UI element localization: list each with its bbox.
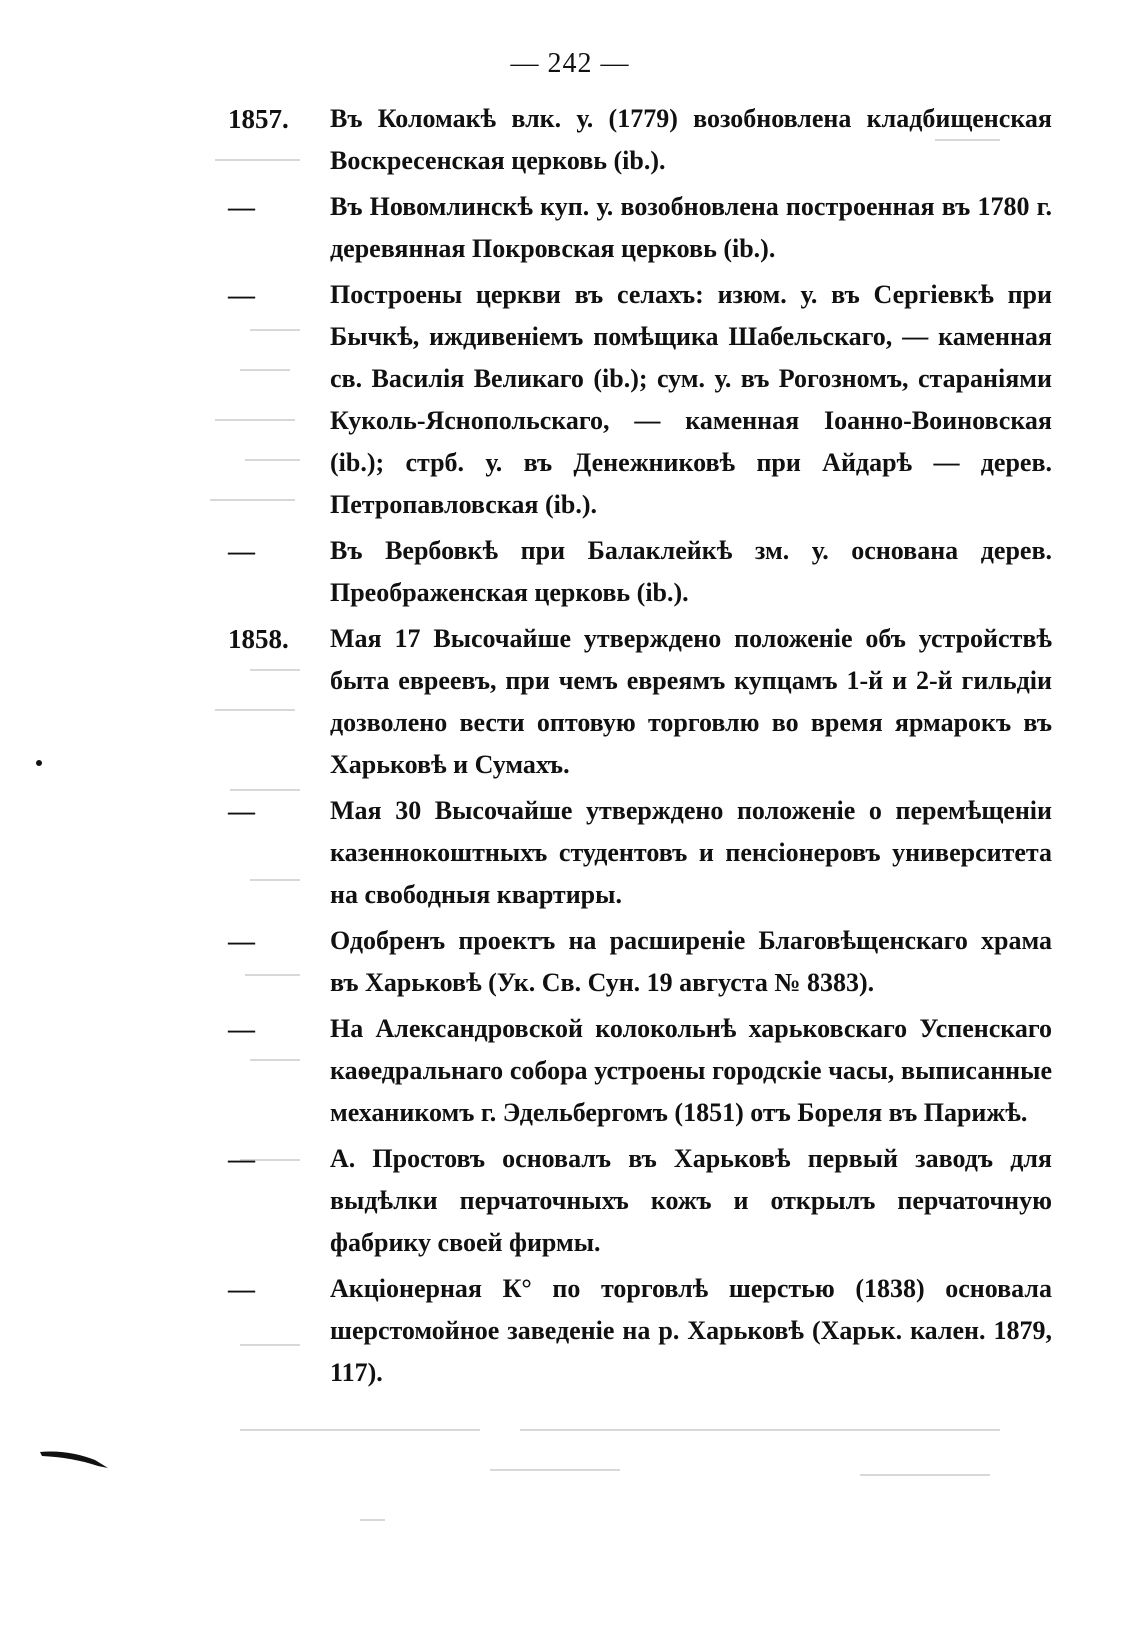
entry-text: Въ Коломакѣ влк. у. (1779) возобновлена кладбищенская Воскресенская церковь (ib.). — [330, 104, 1052, 175]
entry-year: 1857. — [228, 104, 289, 134]
chronicle-entry — [0, 1138, 1140, 1264]
entry-text: Въ Вербовкѣ при Балаклейкѣ зм. у. основана дерев. Преображенская церковь (ib.). — [330, 536, 1052, 607]
entry-dash: — — [228, 1274, 255, 1304]
chronicle-entry — [0, 790, 1140, 916]
entry-dash: — — [228, 926, 255, 956]
entry-dash: — — [228, 280, 255, 310]
entry-text: Мая 30 Высочайше утверждено положеніе о перемѣщеніи казеннокоштныхъ студентовъ и пенсіонеровъ университета на свободныя квартиры. — [330, 796, 1052, 909]
entry-dash: — — [228, 1014, 255, 1044]
entry-dash: — — [228, 796, 255, 826]
chronicle-entry — [0, 274, 1140, 526]
entry-dash: — — [228, 1144, 255, 1174]
chronicle-entries — [0, 98, 1140, 1398]
entry-text: Мая 17 Высочайше утверждено положеніе объ устройствѣ быта евреевъ, при чемъ евреямъ купцамъ 1-й и 2-й гильдіи дозволено вести оптовую торговлю во время ярмарокъ въ Харьковѣ и Сумахъ. — [330, 624, 1052, 779]
chronicle-entry — [0, 186, 1140, 270]
entry-text: Одобренъ проектъ на расширеніе Благовѣщенскаго храма въ Харьковѣ (Ук. Св. Сун. 19 августа № 8383). — [330, 926, 1052, 997]
chronicle-entry — [0, 618, 1140, 786]
entry-year: 1858. — [228, 624, 289, 654]
chronicle-entry — [0, 920, 1140, 1004]
chronicle-entry — [0, 98, 1140, 182]
entry-text: Въ Новомлинскѣ куп. у. возобновлена построенная въ 1780 г. деревянная Покровская церковь (ib.). — [330, 192, 1052, 263]
ink-smudge-mark — [40, 1448, 110, 1470]
page-number: — 242 — — [510, 48, 630, 79]
entry-text: А. Простовъ основалъ въ Харьковѣ первый заводъ для выдѣлки перчаточныхъ кожъ и открылъ перчаточную фабрику своей фирмы. — [330, 1144, 1052, 1257]
entry-text: Построены церкви въ селахъ: изюм. у. въ Сергіевкѣ при Бычкѣ, иждивеніемъ помѣщика Шабельскаго, — каменная св. Василія Великаго (ib.); сум. у. въ Рогозномъ, стараніями Куколь-Яснопольскаго, — каменная Іоанно-Воиновская (ib.); стрб. у. въ Денежниковѣ при Айдарѣ — дерев. Петропавловская (ib.). — [330, 280, 1052, 519]
chronicle-entry — [0, 530, 1140, 614]
entry-text: Акціонерная К° по торговлѣ шерстью (1838) основала шерстомойное заведеніе на р. Харьковѣ (Харьк. кален. 1879, 117). — [330, 1274, 1052, 1387]
entry-dash: — — [228, 192, 255, 222]
chronicle-entry — [0, 1008, 1140, 1134]
chronicle-entry — [0, 1268, 1140, 1394]
entry-dash: — — [228, 536, 255, 566]
entry-text: На Александровской колокольнѣ харьковскаго Успенскаго каѳедральнаго собора устроены городскіе часы, выписанные механикомъ г. Эдельбергомъ (1851) отъ Бореля въ Парижѣ. — [330, 1014, 1052, 1127]
